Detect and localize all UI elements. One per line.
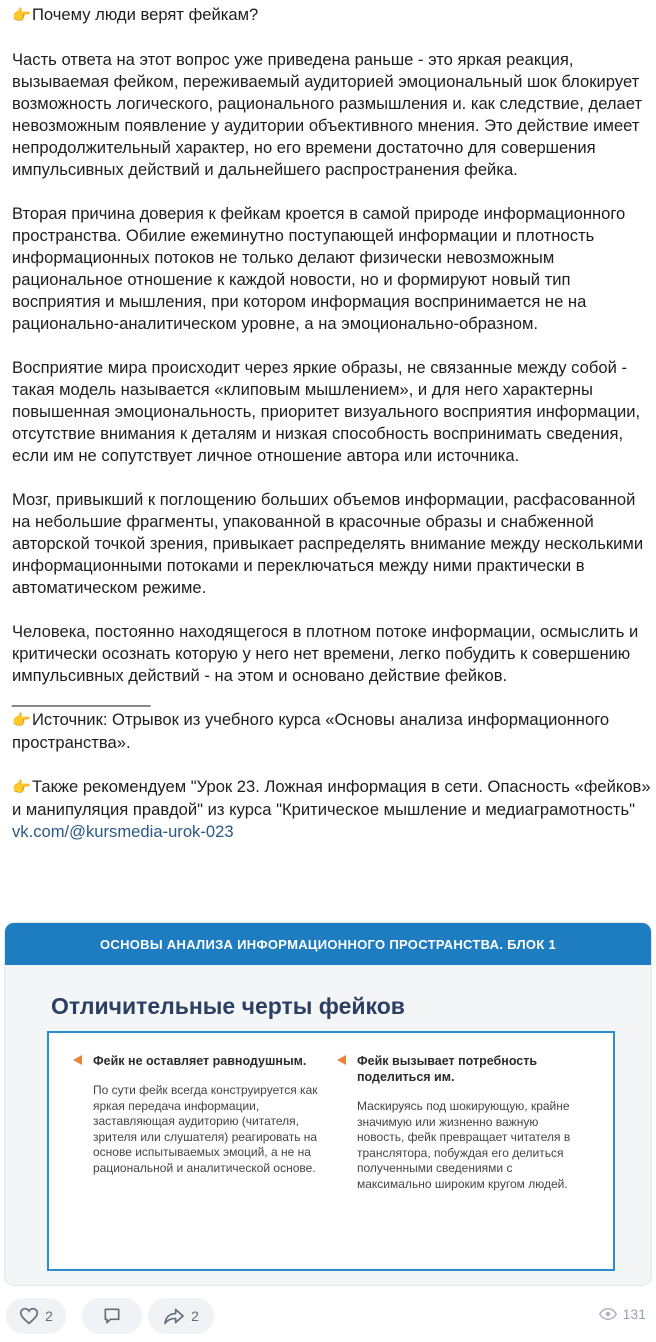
card-header: ОСНОВЫ АНАЛИЗА ИНФОРМАЦИОННОГО ПРОСТРАНСТВА. БЛОК 1 xyxy=(5,923,651,965)
triangle-marker-icon xyxy=(337,1055,346,1065)
share-count: 2 xyxy=(191,1308,199,1324)
views-count: 131 xyxy=(622,1306,646,1322)
source-line: 👉Источник: Отрывок из учебного курса «Основы анализа информационного пространства». xyxy=(12,710,610,752)
card-title: Отличительные черты фейков xyxy=(51,993,405,1019)
left-text: По сути фейк всегда конструируется как яркая передача информации, заставляющая аудиторию (читателя, зрителя или слушателя) реагировать на основе испытываемых эмоций, а не на рациональной и аналитической основе. xyxy=(93,1083,318,1175)
paragraph-5: Человека, постоянно находящегося в плотном потоке информации, осмыслить и критически осознать которую у него нет времени, легко побудить к совершению импульсивных действий - на этом и основано действие фейков. xyxy=(12,622,639,685)
recommend-line: 👉Также рекомендуем "Урок 23. Ложная информация в сети. Опасность «фейков» и манипуляция правдой" из курса "Критическое мышление и медиаграмотность" xyxy=(12,777,651,819)
left-heading: Фейк не оставляет равнодушным. xyxy=(93,1054,307,1068)
pointing-hand-icon: 👉 xyxy=(12,712,31,729)
post-title: 👉Почему люди верят фейкам? xyxy=(12,4,652,27)
separator: _______________ xyxy=(12,688,151,707)
pointing-hand-icon: 👉 xyxy=(12,779,31,796)
pointing-hand-icon: 👉 xyxy=(12,7,31,24)
right-text: Маскируясь под шокирующую, крайне значимую или жизненно важную новость, фейк превращает читателя в транслятора, побуждая его делиться полученными сведениями с максимально широким кругом людей. xyxy=(357,1099,571,1191)
card-column-right xyxy=(337,1053,587,1192)
heart-icon xyxy=(19,1307,39,1325)
share-button[interactable] xyxy=(148,1298,214,1334)
paragraph-4: Мозг, привыкший к поглощению больших объемов информации, расфасованной на небольшие фрагменты, упакованной в красочные образы и снабженной авторской точкой зрения, привыкает распределять внимание между несколькими информационными потоками и переключаться между ними практически в автоматическом режиме. xyxy=(12,490,644,597)
attached-image[interactable] xyxy=(4,922,652,1286)
right-heading: Фейк вызывает потребность поделиться им. xyxy=(357,1054,538,1084)
triangle-marker-icon xyxy=(73,1055,82,1065)
views-counter xyxy=(599,1306,646,1322)
paragraph-1: Часть ответа на этот вопрос уже приведена раньше - это яркая реакция, вызываемая фейком, переживаемый аудиторией эмоциональный шок блокирует возможность логического, рационального размышления и. как следствие, делает невозможным появление у аудитории объективного мнения. Это действие имеет непродолжительный характер, но его времени достаточно для совершения импульсивных действий и дальнейшего распространения фейка. xyxy=(12,50,643,179)
card-column-left xyxy=(73,1053,323,1176)
article-link[interactable]: vk.com/@kursmedia-urok-023 xyxy=(12,822,234,841)
comment-button[interactable] xyxy=(82,1298,142,1334)
card-box xyxy=(47,1031,615,1271)
comment-icon xyxy=(102,1306,122,1326)
paragraph-2: Вторая причина доверия к фейкам кроется в самой природе информационного пространства. Обилие ежеминутно поступающей информации и плотность информационных потоков не только делают физически невозможным рациональное отношение к каждой новости, но и формируют новый тип восприятия и мышления, при котором информация воспринимается не на рационально-аналитическом уровне, а на эмоционально-образном. xyxy=(12,204,626,333)
like-count: 2 xyxy=(45,1308,53,1324)
share-icon xyxy=(163,1307,185,1325)
post-text xyxy=(12,4,652,843)
action-bar xyxy=(6,1298,650,1336)
paragraph-3: Восприятие мира происходит через яркие образы, не связанные между собой - такая модель называется «клиповым мышлением», и для него характерны повышенная эмоциональность, приоритет визуального восприятия информации, отсутствие внимания к деталям и низкая способность воспринимать сведения, если им не сопутствует личное отношение автора или источника. xyxy=(12,358,641,465)
like-button[interactable] xyxy=(6,1298,66,1334)
eye-icon xyxy=(599,1307,617,1321)
